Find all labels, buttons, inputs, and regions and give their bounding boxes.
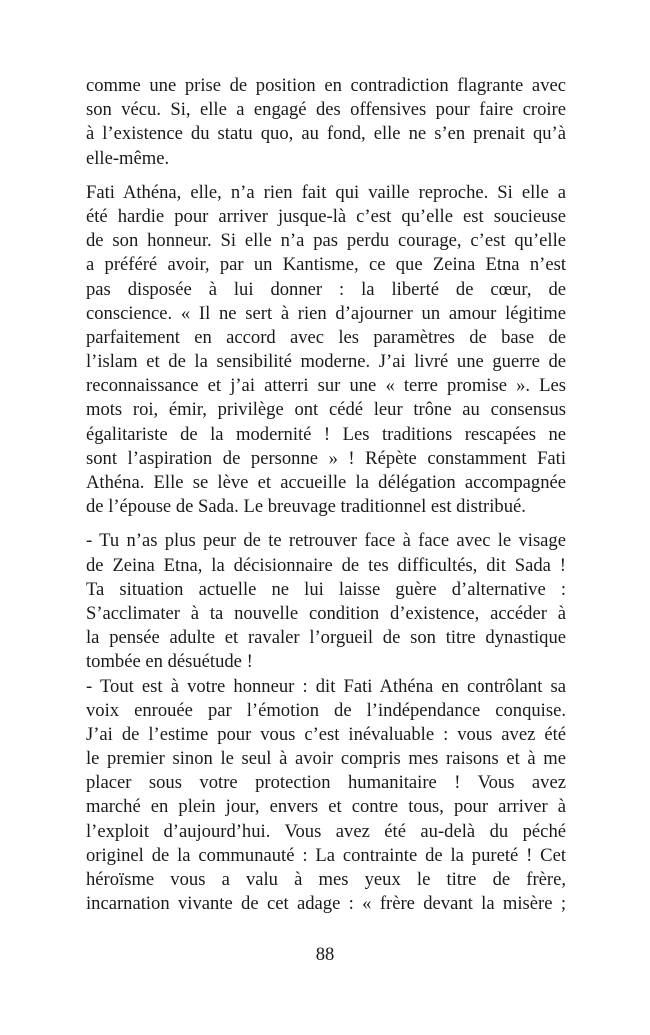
text-line: elle-même. <box>86 147 170 169</box>
text-line: - Tout est à votre honneur : dit Fati Athéna en contrôlant sa <box>86 675 566 697</box>
text-line: marché en plein jour, envers et contre tous, pour arriver à <box>86 796 566 818</box>
text-line: de l’épouse de Sada. Le breuvage traditionnel est distribué. <box>86 496 526 518</box>
text-line: parfaitement en accord avec les paramètres de base de <box>86 326 566 348</box>
text-line: incarnation vivante de cet adage : « frère devant la misère ; <box>86 893 566 915</box>
text-line: pas disposée à lui donner : la liberté de cœur, de <box>86 278 566 300</box>
text-line: originel de la communauté : La contrainte de la pureté ! Cet <box>86 844 566 866</box>
text-line: de son honneur. Si elle n’a pas perdu courage, c’est qu’elle <box>86 230 566 252</box>
page-body <box>86 74 566 916</box>
text-line: conscience. « Il ne sert à rien d’ajourner un amour légitime <box>86 302 566 324</box>
page-number: 88 <box>315 944 335 965</box>
text-line: comme une prise de position en contradiction flagrante avec <box>86 75 566 96</box>
text-line: le premier sinon le seul à avoir compris mes raisons et à me <box>86 748 566 770</box>
text-line: sont l’aspiration de personne » ! Répète constamment Fati <box>86 447 566 469</box>
paragraph-gap <box>86 171 566 181</box>
text-line: - Tu n’as plus peur de te retrouver face à face avec le visage <box>86 530 566 552</box>
text-line: de Zeina Etna, la décisionnaire de tes difficultés, dit Sada ! <box>86 554 566 576</box>
text-line: voix enrouée par l’émotion de l’indépendance conquise. <box>86 699 566 721</box>
paragraph <box>86 74 566 171</box>
text-line: J’ai de l’estime pour vous c’est inévaluable : vous avez été <box>86 723 566 745</box>
text-line: S’acclimater à ta nouvelle condition d’existence, accéder à <box>86 602 566 624</box>
text-line: mots roi, émir, privilège ont cédé leur trône au consensus <box>86 399 566 421</box>
text-line: reconnaissance et j’ai atterri sur une « terre promise ». Les <box>86 375 566 397</box>
text-line: l’islam et de la sensibilité moderne. J’ai livré une guerre de <box>86 351 566 373</box>
paragraph <box>86 181 566 520</box>
text-line: Athéna. Elle se lève et accueille la délégation accompagnée <box>86 472 566 493</box>
text-line: la pensée adulte et ravaler l’orgueil de son titre dynastique <box>86 627 566 649</box>
text-line: a préféré avoir, par un Kantisme, ce que Zeina Etna n’est <box>86 254 566 276</box>
paragraph-gap <box>86 519 566 529</box>
text-line: Fati Athéna, elle, n’a rien fait qui vaille reproche. Si elle a <box>86 181 566 203</box>
text-line: tombée en désuétude ! <box>86 651 253 673</box>
text-line: été hardie pour arriver jusque-là c’est qu’elle est soucieuse <box>86 205 566 227</box>
text-line: son vécu. Si, elle a engagé des offensives pour faire croire <box>86 99 566 121</box>
text-line: placer sous votre protection humanitaire ! Vous avez <box>86 772 566 794</box>
text-line: égalitariste de la modernité ! Les traditions rescapées ne <box>86 423 566 445</box>
text-line: l’exploit d’aujourd’hui. Vous avez été au-delà du péché <box>86 820 566 842</box>
paragraph <box>86 675 566 917</box>
text-line: à l’existence du statu quo, au fond, elle ne s’en prenait qu’à <box>86 123 566 145</box>
text-line: Ta situation actuelle ne lui laisse guère d’alternative : <box>86 578 566 600</box>
text-line: héroïsme vous a valu à mes yeux le titre de frère, <box>86 869 566 890</box>
paragraph <box>86 529 566 674</box>
